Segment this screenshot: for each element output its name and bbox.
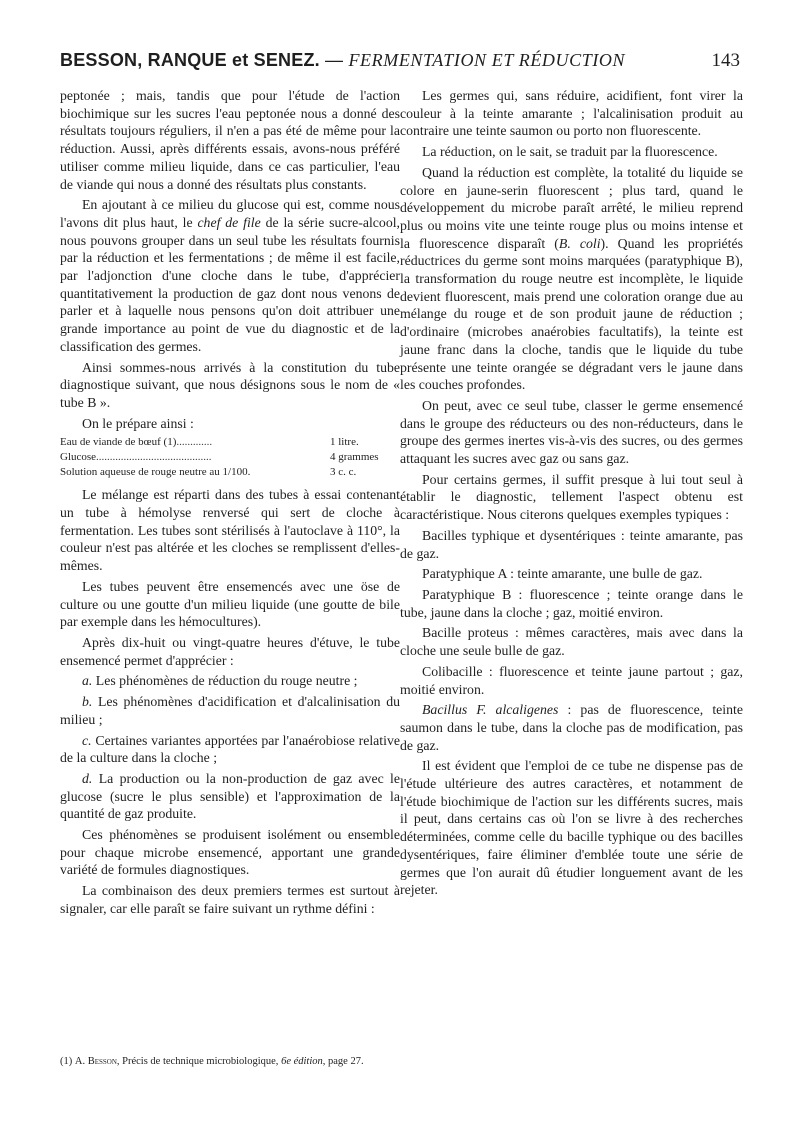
paragraph: On peut, avec ce seul tube, classer le germe ensemencé dans le groupe des réducteurs ou des non-réducteurs, dans le groupe des germes inertes vis-à-vis des sucres, ou des germes attaquant les sucres avec gaz ou sans gaz. — [400, 397, 743, 467]
text-run: ). Quand les propriétés réductrices du germe sont moins marquées (paratyphique B), la transformation du rouge neutre est incomplète, le liquide devient fluorescent, mais prend une coloration orange due au mélange du rouge et de son produit jaune de réduction ; d'ordinaire (microbes anaérobies facultatifs), la teinte est jaune franc dans la cloche, tandis que le liquide du tube présente une teinte orangée se dégradant vers le jaune dans les couches profondes. — [400, 235, 744, 393]
recipe-ingredient — [60, 450, 320, 465]
footnote-text: Précis de technique microbiologique, — [119, 1056, 282, 1067]
list-item — [60, 732, 400, 767]
leader-dots: ............. — [176, 436, 213, 449]
example-item: Colibacille : fluorescence et teinte jaune partout ; gaz, moitié environ. — [400, 663, 743, 697]
recipe-ingredient-name: Glucose — [60, 451, 97, 464]
text-run: Quand la réduction est complète, la totalité du liquide se colore en jaune-serin fluorescent ; plus tard, quand le développement du microbe paraît arrêté, le milieu reprend plus ou moins vite une teinte rouge plus ou moins intense et la fluorescence disparaît ( — [400, 164, 743, 251]
list-item — [60, 693, 400, 728]
recipe-quantity: 3 c. c. — [330, 466, 357, 479]
recipe-ingredient — [60, 435, 320, 450]
paragraph: Il est évident que l'emploi de ce tube ne dispense pas de l'étude ultérieure des autres caractères, et notamment de l'étude biochimique de l'action sur les différents sucres, mais il peut, dans certains cas où l'on se livre à des recherches déterminées, comme celle du bacille typhique ou des bacilles dysentériques, faire éliminer d'emblée toute une série de germes que l'on aurait dû étudier longuement avant de les rejeter. — [400, 758, 743, 898]
footnote-edition: 6e édition — [281, 1056, 323, 1067]
header-authors: BESSON, RANQUE et SENEZ. — [60, 50, 320, 70]
paragraph: Ainsi sommes-nous arrivés à la constitution du tube diagnostique suivant, que nous désignons sous le nom de « tube B ». — [60, 359, 400, 410]
example-item: Paratyphique A : teinte amarante, une bulle de gaz. — [422, 566, 703, 582]
list-letter: a. — [82, 673, 93, 689]
paragraph: La combinaison des deux premiers termes est surtout à signaler, car elle paraît se faire suivant un rythme défini : — [60, 883, 400, 916]
leader-dots: .......................................... — [96, 451, 212, 464]
paragraph: Les tubes peuvent être ensemencés avec une öse de culture ou une goutte d'un milieu liquide (une goutte de bile par exemple dans les hémocultures). — [60, 578, 400, 630]
recipe-ingredient-name: Eau de viande de bœuf (1) — [60, 436, 177, 449]
list-letter: b. — [82, 694, 93, 710]
list-item — [60, 672, 400, 690]
paragraph: La réduction, on le sait, se traduit par la fluorescence. — [422, 144, 718, 160]
emphasis: B. coli — [558, 235, 601, 251]
left-column — [60, 87, 400, 921]
list-item — [60, 770, 400, 823]
paragraph: peptonée ; mais, tandis que pour l'étude de l'action biochimique sur les sucres l'eau peptonée nous a donné des résultats toujours réguliers, il n'en a pas été de même pour la réduction. Aussi, après différents essais, avons-nous préféré utiliser comme milieu liquide, dans ce cas particulier, l'eau de viande qui nous a donné des résultats plus constants. — [60, 88, 400, 192]
footnote-page: , page 27. — [322, 1056, 364, 1067]
emphasis: Bacillus F. alcaligenes — [422, 702, 559, 718]
paragraph: Le mélange est réparti dans des tubes à essai contenant un tube à hémolyse renversé qui sert de cloche à fermentation. Les tubes sont stérilisés à l'autoclave à 110°, la couleur n'est pas altérée et les cloches se remplissent d'elles-mêmes. — [60, 487, 400, 574]
running-title — [60, 50, 625, 71]
recipe-ingredient-name: Solution aqueuse de rouge neutre au 1/100. — [60, 466, 251, 479]
list-text: Les phénomènes de réduction du rouge neutre ; — [92, 673, 358, 689]
right-column — [400, 87, 743, 902]
example-item: Bacille proteus : mêmes caractères, mais avec dans la cloche une seule bulle de gaz. — [400, 625, 743, 659]
recipe-table — [60, 435, 400, 480]
paragraph: Pour certains germes, il suffit presque à lui tout seul à établir le diagnostic, tellement l'aspect obtenu est caractéristique. Nous citerons quelques exemples typiques : — [400, 471, 743, 523]
list-text: Les phénomènes d'acidification et d'alcalinisation du milieu ; — [60, 694, 400, 727]
recipe-quantity: 1 litre. — [330, 436, 359, 449]
header-dash: — — [319, 50, 349, 70]
example-item: Bacilles typhique et dysentériques : teinte amarante, pas de gaz. — [400, 527, 743, 561]
text-run: de la série sucre-alcool, nous pouvons grouper dans un seul tube les résultats fournis par la réduction et les fermentations ; de même il est facile, par l'adjonction d'une cloche dans le tube, d'apprécier quantitativement la production de gaz dont nous venons de parler et à laquelle nous pensons qu'on doit attribuer une grande importance au point de vue du diagnostic et de la classification des germes. — [60, 214, 400, 354]
list-text: Certaines variantes apportées par l'anaérobiose relative de la culture dans la cloche ; — [60, 732, 400, 766]
recipe-row — [60, 465, 400, 480]
recipe-quantity: 4 grammes — [330, 451, 379, 464]
header-subject: FERMENTATION ET RÉDUCTION — [348, 50, 626, 70]
paragraph — [60, 196, 400, 355]
recipe-ingredient — [60, 465, 320, 480]
footnote-author: A. Besson, — [74, 1056, 120, 1067]
example-item — [400, 701, 743, 754]
paragraph: Après dix-huit ou vingt-quatre heures d'étuve, le tube ensemencé permet d'apprécier : — [60, 634, 400, 668]
text-run: En ajoutant à ce milieu du glucose qui est, comme nous l'avons dit plus haut, le — [60, 197, 400, 230]
list-letter: c. — [82, 732, 92, 748]
example-item: Paratyphique B : fluorescence ; teinte orange dans le tube, jaune dans la cloche ; gaz, moitié environ. — [400, 586, 743, 620]
paragraph: Ces phénomènes se produisent isolément ou ensemble pour chaque microbe ensemencé, apportant une grande variété de formules diagnostiques. — [60, 827, 400, 878]
paragraph: Les germes qui, sans réduire, acidifient, font virer la couleur à la teinte amarante ; l'alcalinisation produit au contraire une teinte saumon ou porto non fluorescente. — [400, 88, 743, 139]
emphasis: chef de file — [197, 214, 261, 230]
list-letter: d. — [82, 770, 93, 786]
paragraph: On le prépare ainsi : — [82, 415, 194, 431]
running-header — [60, 50, 740, 76]
page-number: 143 — [711, 50, 740, 71]
footnote — [60, 1055, 400, 1069]
recipe-row — [60, 450, 400, 465]
paragraph — [400, 164, 743, 394]
list-text: La production ou la non-production de gaz avec le glucose (sucre le plus sensible) et l'approximation de la quantité de gaz produite. — [60, 770, 400, 822]
footnote-number: (1) — [60, 1056, 75, 1067]
text-run: : pas de fluorescence, teinte saumon dans le tube, dans la cloche pas de modification, pas de gaz. — [400, 702, 743, 753]
recipe-row — [60, 435, 400, 450]
